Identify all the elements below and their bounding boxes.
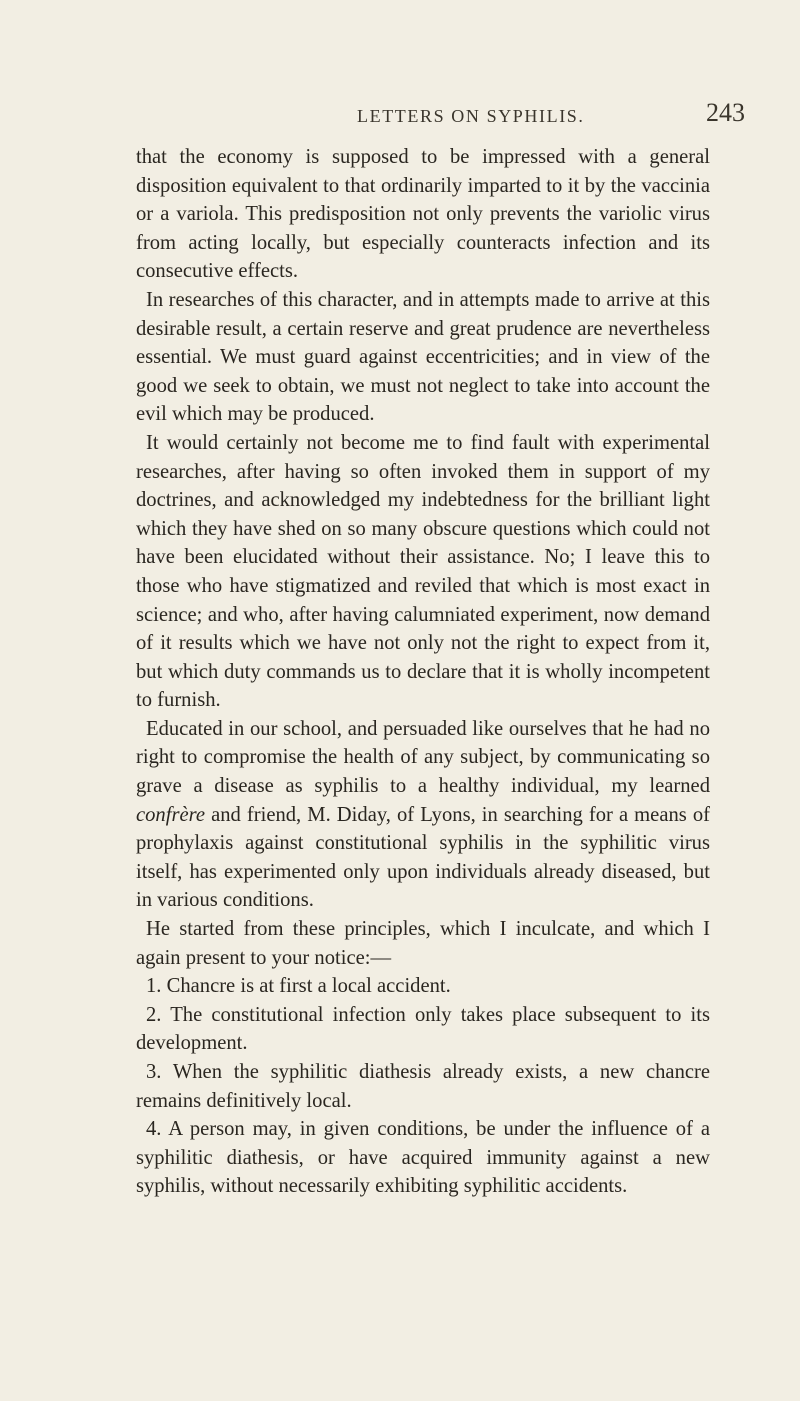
page-number: 243 <box>706 98 745 127</box>
body-text <box>136 143 710 1201</box>
list-item-1: 1. Chancre is at first a local accident. <box>146 975 451 998</box>
paragraph-2: In researches of this character, and in attempts made to arrive at this desirable result, a certain reserve and great prudence are nevertheless essential. We must guard against eccentricities; and in view of the good we seek to obtain, we must not neglect to take into account the evil which may be produced. <box>136 288 710 426</box>
running-title: LETTERS ON SYPHILIS. <box>357 106 585 126</box>
paragraph-1: that the economy is supposed to be impressed with a general disposition equivalent to that ordinarily imparted to it by the vaccinia or a variola. This predisposition not only prevents the variolic virus from acting locally, but especially counteracts infection and its consecutive effects. <box>136 146 710 283</box>
paragraph-5: He started from these principles, which I inculcate, and which I again present to your notice:— <box>136 918 710 969</box>
paragraph-3: It would certainly not become me to find fault with experimental researches, after having so often invoked them in support of my doctrines, and acknowledged my indebtedness for the brilliant light which they have shed on so many obscure questions which could not have been elucidated without their assistance. No; I leave this to those who have stigmatized and reviled that which is most exact in science; and who, after having calumniated experiment, now demand of it results which we have not only not the right to expect from it, but which duty commands us to declare that it is wholly incompetent to furnish. <box>136 431 710 712</box>
list-item-3: 3. When the syphilitic diathesis already exists, a new chancre remains definitively local. <box>136 1061 710 1112</box>
running-head <box>0 98 800 136</box>
list-item-2: 2. The constitutional infection only takes place subsequent to its development. <box>136 1003 710 1055</box>
paragraph-4-text-b: and friend, M. Diday, of Lyons, in searching for a means of prophylaxis against constitutional syphilis in the syphilitic virus itself, has experimented only upon individuals already diseased, but in various conditions. <box>136 803 710 912</box>
paragraph-4-text-a: Educated in our school, and persuaded like ourselves that he had no right to compromise the health of any subject, by communicating so grave a disease as syphilis to a healthy individual, my learned <box>136 717 710 798</box>
list-item-4: 4. A person may, in given conditions, be under the influence of a syphilitic diathesis, or have acquired immunity against a new syphilis, without necessarily exhibiting syphilitic accidents. <box>136 1118 710 1198</box>
italic-term: confrère <box>136 803 206 826</box>
paragraph-4 <box>136 715 710 915</box>
